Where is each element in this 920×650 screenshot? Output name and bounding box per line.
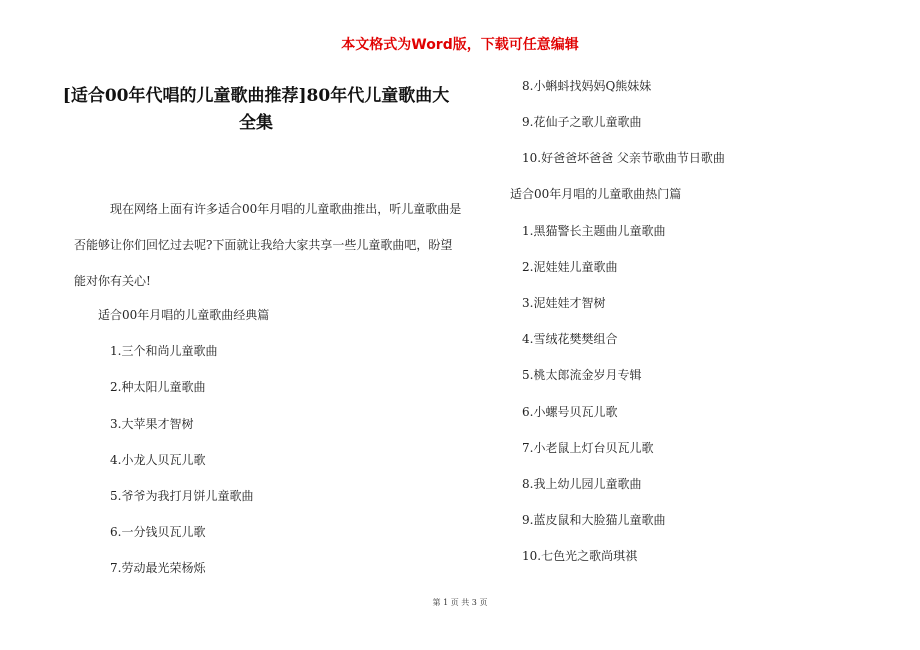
list-item: 3.泥娃娃才智树 [522, 296, 606, 310]
list-item: 9.花仙子之歌儿童歌曲 [522, 115, 642, 129]
list-item: 10.七色光之歌尚琪祺 [522, 549, 638, 563]
list-item: 4.小龙人贝瓦儿歌 [110, 453, 206, 467]
list-item: 10.好爸爸坏爸爸 父亲节歌曲节日歌曲 [522, 151, 725, 165]
section-heading-popular: 适合00年月唱的儿童歌曲热门篇 [510, 187, 682, 201]
intro-paragraph: 现在网络上面有许多适合00年月唱的儿童歌曲推出，听儿童歌曲是否能够让你们回忆过去呢?下面就让我给大家共享一些儿童歌曲吧，盼望能对你有关心! [74, 202, 462, 288]
list-item: 2.泥娃娃儿童歌曲 [522, 260, 618, 274]
section-heading-classic: 适合00年月唱的儿童歌曲经典篇 [98, 308, 270, 322]
list-item: 5.桃太郎流金岁月专辑 [522, 368, 642, 382]
list-item: 1.三个和尚儿童歌曲 [110, 344, 218, 358]
page-number-footer: 第 1 页 共 3 页 [432, 598, 488, 607]
list-item: 3.大苹果才智树 [110, 417, 194, 431]
list-item: 7.小老鼠上灯台贝瓦儿歌 [522, 441, 654, 455]
list-item: 4.雪绒花樊樊组合 [522, 332, 618, 346]
list-item: 7.劳动最光荣杨烁 [110, 561, 206, 575]
list-item: 8.我上幼儿园儿童歌曲 [522, 477, 642, 491]
word-format-banner: 本文格式为Word版，下载可任意编辑 [341, 37, 579, 53]
list-item: 8.小蝌蚪找妈妈Q熊妹妹 [522, 79, 652, 93]
list-item: 1.黑猫警长主题曲儿童歌曲 [522, 224, 666, 238]
list-item: 6.小螺号贝瓦儿歌 [522, 405, 618, 419]
list-item: 2.种太阳儿童歌曲 [110, 380, 206, 394]
list-item: 6.一分钱贝瓦儿歌 [110, 525, 206, 539]
list-item: 5.爷爷为我打月饼儿童歌曲 [110, 489, 254, 503]
list-item: 9.蓝皮鼠和大脸猫儿童歌曲 [522, 513, 666, 527]
document-title: [适合00年代唱的儿童歌曲推荐]80年代儿童歌曲大全集 [62, 86, 450, 133]
